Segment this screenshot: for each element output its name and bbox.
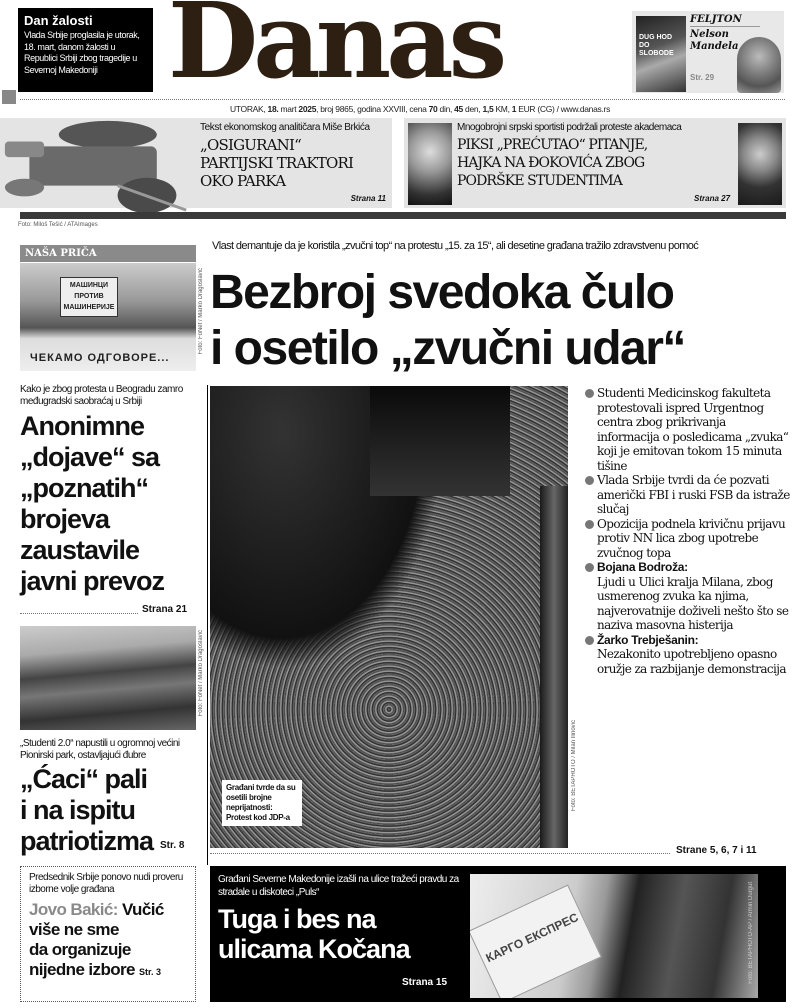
divider bbox=[20, 99, 785, 100]
pionirski-park-trash-photo[interactable] bbox=[20, 626, 196, 730]
bullet-speaker: Bojana Bodroža: bbox=[597, 560, 688, 574]
mourning-title: Dan žalosti bbox=[24, 13, 93, 28]
teaser-headline: PIKSI „PREĆUTAO“ PITANJE, HAJKA NA ĐOKOVIĆA ZBOG PODRŠKE STUDENTIMA bbox=[457, 137, 648, 189]
protest-banner-photo[interactable] bbox=[20, 263, 196, 371]
feljton-label: FELJTON bbox=[690, 14, 760, 27]
story-page: Str. 8 bbox=[160, 840, 185, 851]
photo-caption: Građani tvrde da su osetili brojne neprijatnosti: Protest kod JDP-a bbox=[222, 780, 302, 826]
story-page: Str. 3 bbox=[139, 967, 162, 977]
story-page: Strana 15 bbox=[402, 977, 448, 988]
bullet-item: Studenti Medicinskog fakulteta protestovali ispred Urgentnog centra zbog prikrivanja informacija o posledicama „zvuka“ koji je emitovan tokom 15 minuta tišine bbox=[584, 386, 790, 473]
bullet-item: Vlada Srbije tvrdi da će pozvati američki FBI i ruski FSB da istraže slučaj bbox=[584, 473, 790, 517]
mourning-notice-box bbox=[18, 8, 153, 92]
story-kicker: Predsednik Srbije ponovo nudi proveru izborne volje građana bbox=[29, 872, 183, 895]
story-headline[interactable]: „Ćaci“ pali i na ispitu patriotizma bbox=[20, 764, 154, 856]
teaser-kicker: Mnogobrojni srpski sportisti podržali proteste akademaca bbox=[457, 122, 682, 133]
photo-credit: Foto: FoNet / Marko Dragoslavić bbox=[198, 630, 204, 717]
teaser-kicker: Tekst ekonomskog analitičara Miše Brkića bbox=[200, 122, 370, 133]
speaker-name: Jovo Bakić: bbox=[29, 900, 118, 919]
overturned-van-photo bbox=[470, 874, 758, 998]
feljton-page: Str. 29 bbox=[690, 73, 715, 82]
story-headline: Jovo Bakić: Vučić više ne sme da organizuje nijedne izbore Str. 3 bbox=[29, 900, 164, 979]
main-story-headline[interactable]: Bezbroj svedoka čulo i osetilo „zvučni udar“ bbox=[210, 266, 685, 375]
main-story-bullets bbox=[584, 386, 790, 842]
photo-credit: Foto: FoNet / Marko Dragoslavić bbox=[198, 268, 204, 355]
protest-banner-text: ЧЕКАМО ОДГОВОРЕ... bbox=[30, 352, 170, 364]
story-kicker: Kako je zbog protesta u Beogradu zamro međugradski saobraćaj u Srbiji bbox=[20, 384, 183, 407]
mourning-text: Vlada Srbije proglasila je utorak, 18. mart, danom žalosti u Republici Srbiji zbog tragedije u Severnoj Makedoniji bbox=[24, 30, 140, 75]
main-story-kicker: Vlast demantuje da je koristila „zvučni top“ na protestu „15. za 15“, ali desetine građana tražilo zdravstvenu pomoć bbox=[212, 240, 699, 252]
story-headline[interactable]: Anonimne „dojave“ sa „poznatih“ brojeva zaustavile javni prevoz bbox=[20, 411, 165, 596]
building-silhouette bbox=[370, 386, 510, 496]
djokovic-portrait-image bbox=[738, 123, 782, 205]
main-story-pages: Strane 5, 6, 7 i 11 bbox=[676, 845, 757, 856]
bakic-story-box[interactable] bbox=[20, 866, 196, 1002]
feljton-teaser[interactable] bbox=[632, 11, 784, 93]
protest-sign: МАШИНЦИ ПРОТИВ МАШИНЕРИЈЕ bbox=[60, 277, 118, 317]
divider bbox=[20, 613, 138, 614]
photo-credit: Foto: BETAPHOTO-AP / Armin Durgut bbox=[748, 882, 754, 984]
decorative-square bbox=[2, 90, 16, 104]
bullet-item: Bojana Bodroža: Ljudi u Ulici kralja Milana, zbog usmerenog zvuka ka njima, najverovatnije doživeli nešto što se naziva masovna histerija bbox=[584, 560, 790, 633]
bullet-speaker: Žarko Trebješanin: bbox=[597, 632, 699, 647]
feljton-subject: Nelson Mandela bbox=[690, 29, 739, 52]
teaser-headline: „OSIGURANI“ PARTIJSKI TRAKTORI OKO PARKA bbox=[200, 136, 354, 190]
overturned-tractor-image bbox=[0, 116, 196, 216]
mandela-portrait-image bbox=[737, 37, 781, 93]
story-kicker: „Studenti 2.0“ napustili u ogromnoj većini Pionirski park, ostavljajući đubre bbox=[20, 738, 180, 761]
bullet-item: Žarko Trebješanin: Nezakonito upotrebljeno opasno oružje za razbijanje demonstracija bbox=[584, 633, 790, 677]
story-page: Strana 21 bbox=[142, 604, 188, 615]
book-cover-image bbox=[636, 16, 686, 92]
section-divider-bar bbox=[20, 212, 786, 219]
photo-credit: Foto: BETAPHOTO / Milan Ilinović bbox=[571, 720, 577, 812]
story-headline: Tuga i bes na ulicama Kočana bbox=[218, 904, 410, 964]
section-label: NAŠA PRIČA bbox=[20, 245, 196, 262]
book-cover-title: DUG HOD DO SLOBODE bbox=[639, 34, 674, 57]
teaser-djokovic[interactable] bbox=[404, 118, 786, 208]
street bbox=[540, 486, 568, 848]
teaser-page: Strana 11 bbox=[350, 194, 386, 203]
masthead-logo[interactable]: Danas bbox=[168, 0, 503, 102]
photo-credit: Foto: Miloš Tešić / ATAImages bbox=[18, 222, 98, 228]
dateline: UTORAK, 18. mart 2025, broj 9865, godina XXVIII, cena 70 din, 45 den, 1,5 KM, 1 EUR (CG) / www.danas.rs bbox=[229, 104, 611, 114]
divider bbox=[210, 853, 670, 854]
teaser-page: Strana 27 bbox=[694, 194, 731, 203]
story-kicker: Građani Severne Makedonije izašli na ulice tražeći pravdu za stradale u diskoteci „Puls“ bbox=[218, 874, 459, 898]
piksi-portrait-image bbox=[408, 123, 452, 205]
column-separator bbox=[207, 385, 208, 865]
van-livery-text: КАРГО ЕКСПРЕС bbox=[470, 885, 602, 998]
macedonia-story-box[interactable] bbox=[210, 866, 786, 1002]
crowd-protest-photo[interactable] bbox=[210, 386, 568, 848]
bullet-item: Opozicija podnela krivičnu prijavu protiv NN lica zbog upotrebe zvučnog topa bbox=[584, 517, 790, 561]
